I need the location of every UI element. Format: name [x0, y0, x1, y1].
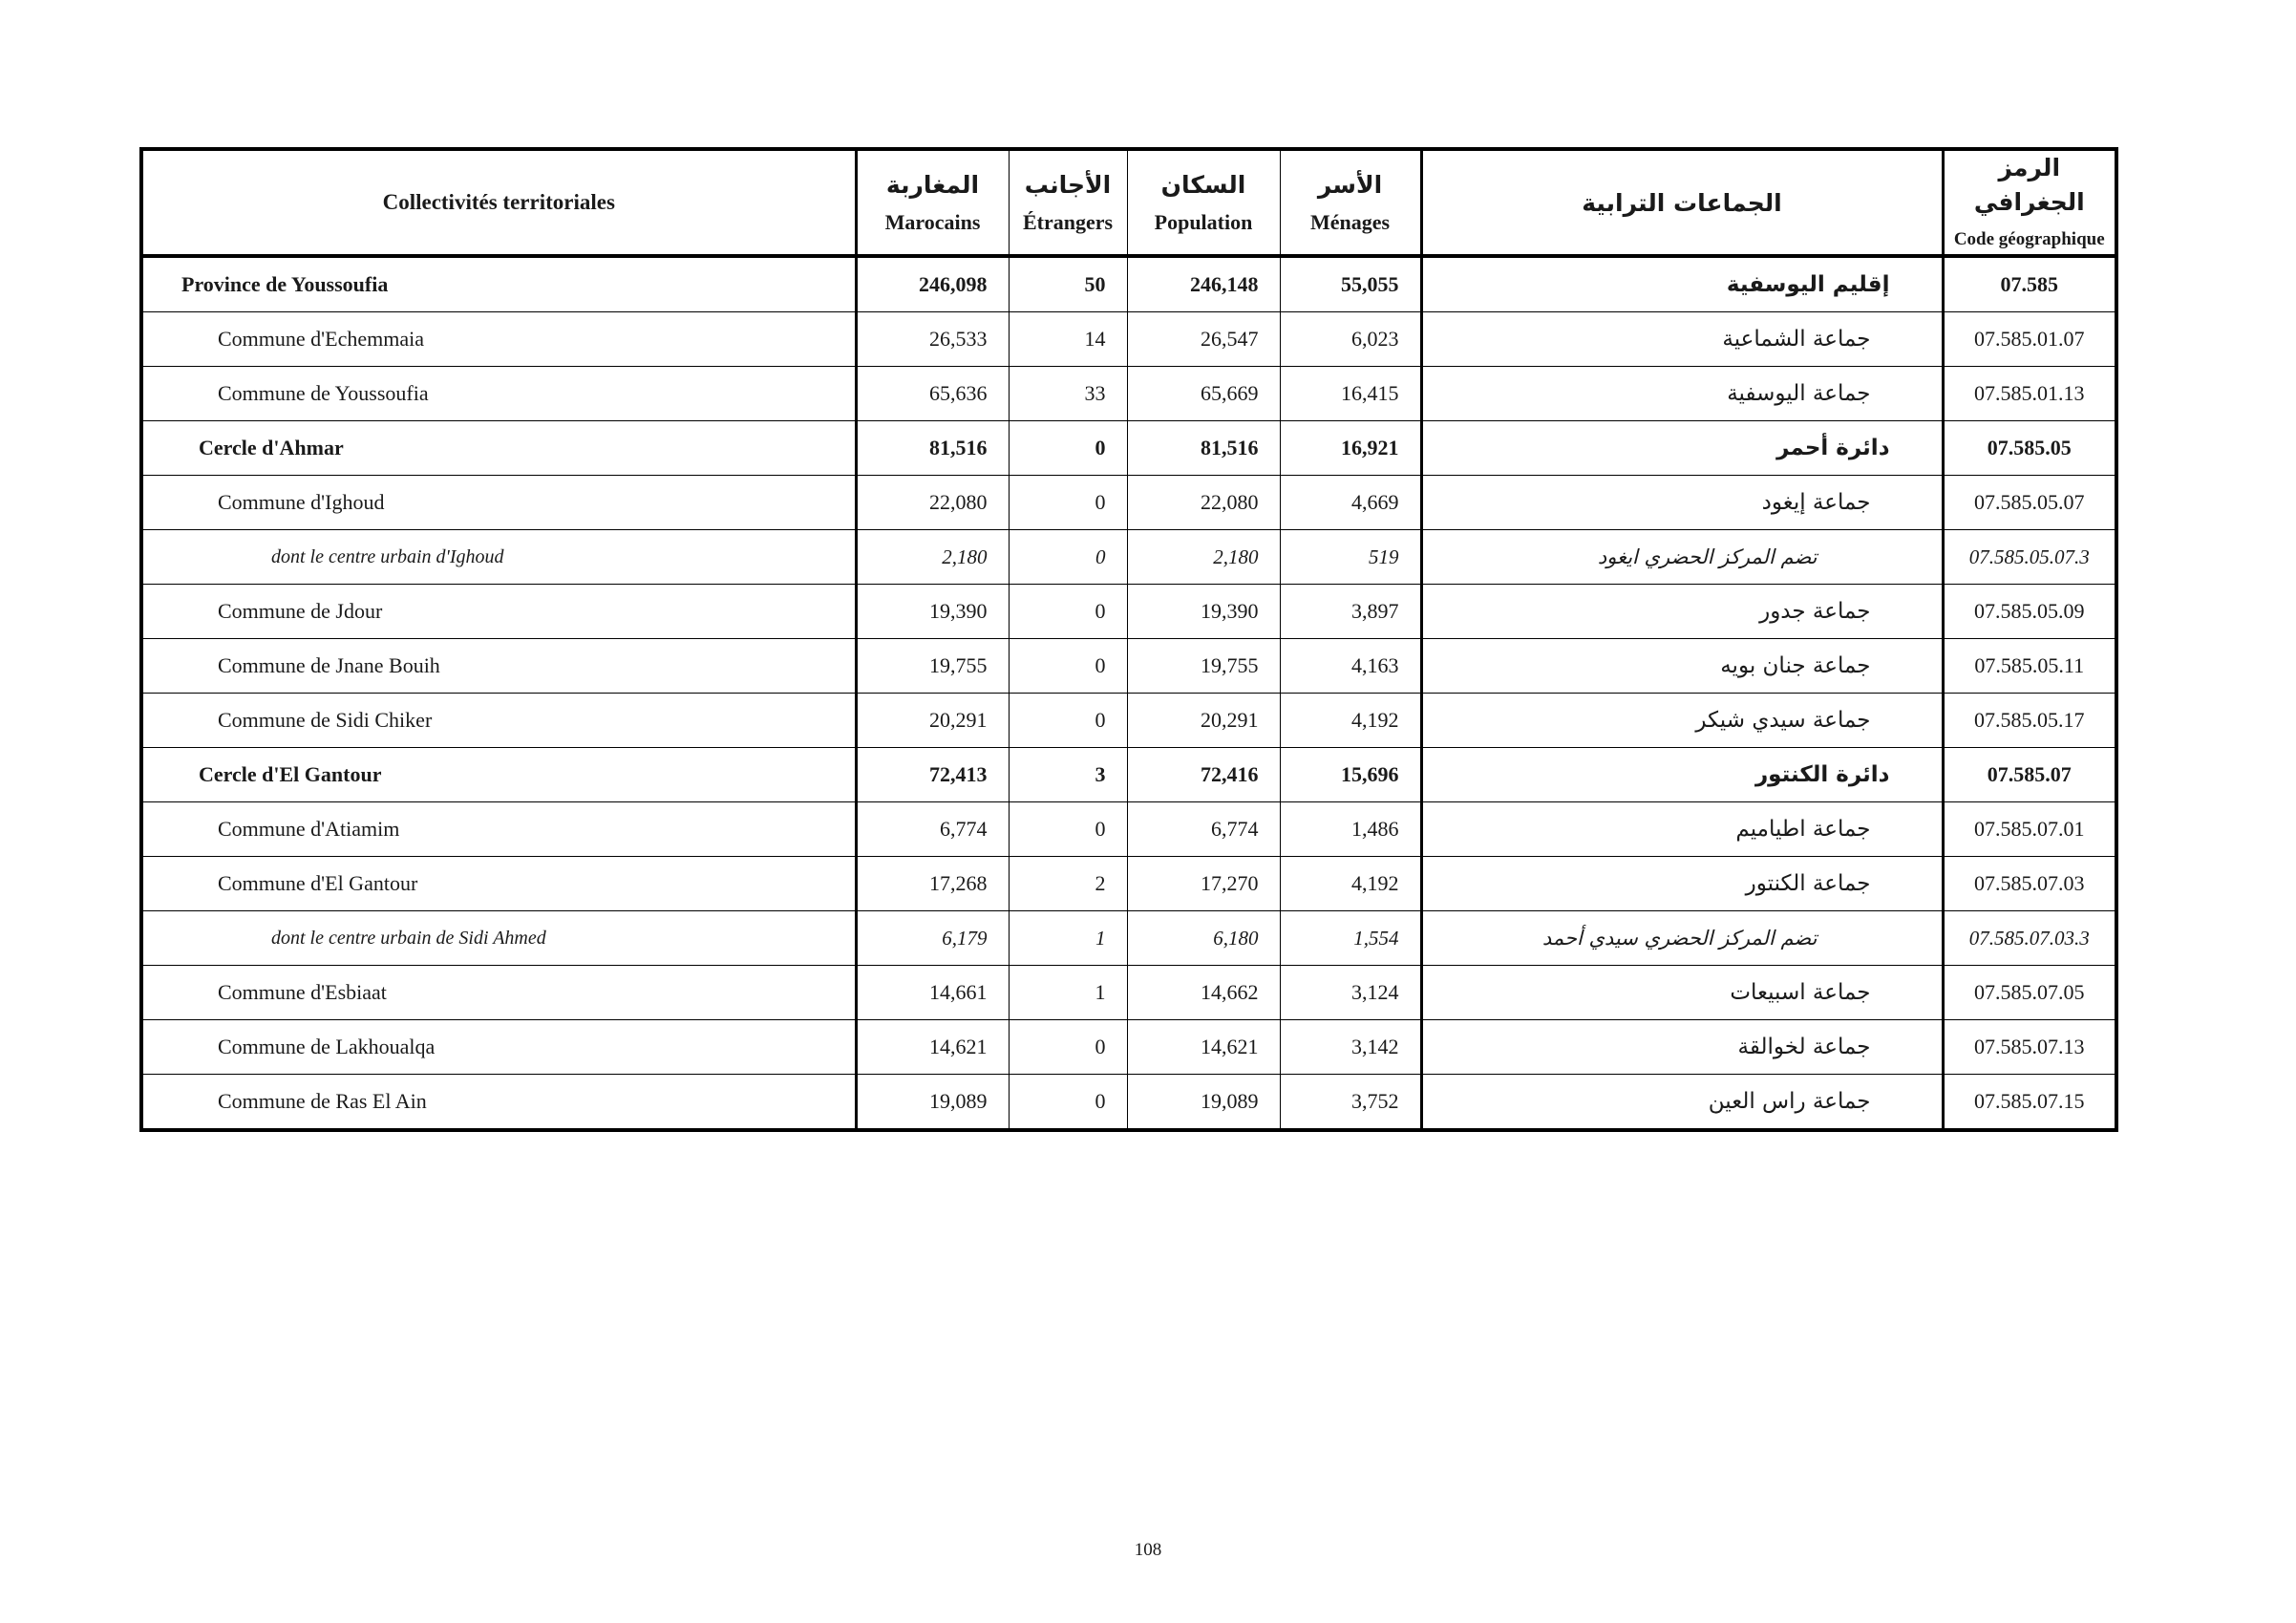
cell-jamaa-ar: جماعة اسبيعات — [1421, 966, 1943, 1020]
cell-marocains: 22,080 — [856, 476, 1009, 530]
cell-population: 19,390 — [1127, 585, 1280, 639]
cell-marocains: 2,180 — [856, 530, 1009, 585]
cell-menages: 4,669 — [1280, 476, 1421, 530]
cell-marocains: 81,516 — [856, 421, 1009, 476]
table-row — [141, 966, 2116, 1020]
header-etrangers-fr: Étrangers — [1022, 210, 1114, 234]
cell-jamaa-ar: جماعة لخوالقة — [1421, 1020, 1943, 1075]
header-marocains-fr: Marocains — [884, 210, 981, 234]
cell-collectivite: Commune de Jnane Bouih — [141, 639, 856, 694]
header-jamaat: الجماعات الترابية — [1421, 149, 1943, 256]
header-menages-fr: Ménages — [1309, 210, 1391, 234]
cell-marocains: 19,390 — [856, 585, 1009, 639]
cell-menages: 3,897 — [1280, 585, 1421, 639]
cell-code: 07.585.05.07.3 — [1943, 530, 2116, 585]
header-row — [141, 149, 2116, 256]
cell-code: 07.585.05 — [1943, 421, 2116, 476]
table-row — [141, 802, 2116, 857]
cell-marocains: 20,291 — [856, 694, 1009, 748]
cell-marocains: 14,621 — [856, 1020, 1009, 1075]
cell-marocains: 6,179 — [856, 911, 1009, 966]
census-table — [139, 147, 2118, 1132]
cell-menages: 4,192 — [1280, 694, 1421, 748]
header-code-fr: Code géographique — [1953, 229, 2105, 249]
cell-menages: 6,023 — [1280, 312, 1421, 367]
cell-jamaa-ar: جماعة جدور — [1421, 585, 1943, 639]
cell-etrangers: 0 — [1009, 639, 1127, 694]
cell-etrangers: 0 — [1009, 530, 1127, 585]
table-row — [141, 421, 2116, 476]
cell-population: 19,089 — [1127, 1075, 1280, 1131]
cell-etrangers: 0 — [1009, 421, 1127, 476]
cell-population: 65,669 — [1127, 367, 1280, 421]
cell-etrangers: 3 — [1009, 748, 1127, 802]
cell-population: 6,774 — [1127, 802, 1280, 857]
cell-marocains: 19,089 — [856, 1075, 1009, 1131]
cell-collectivite: Cercle d'El Gantour — [141, 748, 856, 802]
cell-population: 81,516 — [1127, 421, 1280, 476]
table-row — [141, 911, 2116, 966]
cell-population: 26,547 — [1127, 312, 1280, 367]
cell-collectivite: Commune d'Atiamim — [141, 802, 856, 857]
header-etrangers — [1009, 149, 1127, 256]
header-menages — [1280, 149, 1421, 256]
header-code-ar: الرمز الجغرافي — [1973, 154, 2085, 216]
table-row — [141, 367, 2116, 421]
header-marocains — [856, 149, 1009, 256]
cell-marocains: 246,098 — [856, 256, 1009, 312]
cell-jamaa-ar: تضم المركز الحضري سيدي أحمد — [1421, 911, 1943, 966]
cell-menages: 3,124 — [1280, 966, 1421, 1020]
cell-jamaa-ar: جماعة الكنتور — [1421, 857, 1943, 911]
cell-etrangers: 0 — [1009, 585, 1127, 639]
header-population — [1127, 149, 1280, 256]
cell-collectivite: dont le centre urbain d'Ighoud — [141, 530, 856, 585]
cell-jamaa-ar: إقليم اليوسفية — [1421, 256, 1943, 312]
table-row — [141, 639, 2116, 694]
cell-marocains: 14,661 — [856, 966, 1009, 1020]
cell-menages: 1,554 — [1280, 911, 1421, 966]
cell-code: 07.585.07.03.3 — [1943, 911, 2116, 966]
cell-marocains: 19,755 — [856, 639, 1009, 694]
cell-etrangers: 0 — [1009, 1075, 1127, 1131]
table-row — [141, 256, 2116, 312]
cell-collectivite: Province de Youssoufia — [141, 256, 856, 312]
cell-code: 07.585.05.11 — [1943, 639, 2116, 694]
cell-collectivite: Commune d'Echemmaia — [141, 312, 856, 367]
cell-collectivite: Commune d'Esbiaat — [141, 966, 856, 1020]
cell-etrangers: 14 — [1009, 312, 1127, 367]
cell-jamaa-ar: جماعة اليوسفية — [1421, 367, 1943, 421]
header-etrangers-ar: الأجانب — [1024, 171, 1112, 199]
cell-code: 07.585.05.09 — [1943, 585, 2116, 639]
header-code — [1943, 149, 2116, 256]
cell-population: 2,180 — [1127, 530, 1280, 585]
table-row — [141, 748, 2116, 802]
cell-code: 07.585 — [1943, 256, 2116, 312]
cell-code: 07.585.07.05 — [1943, 966, 2116, 1020]
cell-code: 07.585.07.13 — [1943, 1020, 2116, 1075]
table-row — [141, 1020, 2116, 1075]
cell-collectivite: Commune de Ras El Ain — [141, 1075, 856, 1131]
cell-code: 07.585.01.13 — [1943, 367, 2116, 421]
cell-collectivite: Commune de Jdour — [141, 585, 856, 639]
cell-collectivite: Commune d'Ighoud — [141, 476, 856, 530]
table-row — [141, 585, 2116, 639]
cell-jamaa-ar: جماعة اطياميم — [1421, 802, 1943, 857]
cell-menages: 15,696 — [1280, 748, 1421, 802]
cell-jamaa-ar: جماعة جنان بويه — [1421, 639, 1943, 694]
cell-code: 07.585.07.15 — [1943, 1075, 2116, 1131]
header-population-fr: Population — [1154, 210, 1253, 234]
cell-menages: 55,055 — [1280, 256, 1421, 312]
cell-menages: 16,921 — [1280, 421, 1421, 476]
cell-population: 17,270 — [1127, 857, 1280, 911]
cell-marocains: 17,268 — [856, 857, 1009, 911]
cell-jamaa-ar: جماعة سيدي شيكر — [1421, 694, 1943, 748]
table-row — [141, 1075, 2116, 1131]
cell-collectivite: Commune de Youssoufia — [141, 367, 856, 421]
cell-menages: 3,752 — [1280, 1075, 1421, 1131]
cell-menages: 3,142 — [1280, 1020, 1421, 1075]
cell-marocains: 26,533 — [856, 312, 1009, 367]
cell-jamaa-ar: دائرة الكنتور — [1421, 748, 1943, 802]
table-row — [141, 694, 2116, 748]
cell-menages: 4,192 — [1280, 857, 1421, 911]
cell-menages: 4,163 — [1280, 639, 1421, 694]
cell-etrangers: 1 — [1009, 911, 1127, 966]
cell-code: 07.585.05.07 — [1943, 476, 2116, 530]
cell-jamaa-ar: جماعة إيغود — [1421, 476, 1943, 530]
header-menages-ar: الأسر — [1317, 171, 1383, 199]
cell-collectivite: dont le centre urbain de Sidi Ahmed — [141, 911, 856, 966]
cell-population: 246,148 — [1127, 256, 1280, 312]
cell-code: 07.585.07.03 — [1943, 857, 2116, 911]
cell-code: 07.585.01.07 — [1943, 312, 2116, 367]
header-collectivites: Collectivités territoriales — [141, 149, 856, 256]
cell-code: 07.585.05.17 — [1943, 694, 2116, 748]
cell-collectivite: Commune de Sidi Chiker — [141, 694, 856, 748]
cell-jamaa-ar: تضم المركز الحضري ايغود — [1421, 530, 1943, 585]
cell-population: 19,755 — [1127, 639, 1280, 694]
header-marocains-ar: المغاربة — [885, 171, 980, 199]
cell-population: 6,180 — [1127, 911, 1280, 966]
table-row — [141, 312, 2116, 367]
cell-etrangers: 1 — [1009, 966, 1127, 1020]
cell-menages: 519 — [1280, 530, 1421, 585]
table-row — [141, 476, 2116, 530]
cell-code: 07.585.07 — [1943, 748, 2116, 802]
page-number: 108 — [1134, 1540, 1162, 1560]
cell-jamaa-ar: جماعة الشماعية — [1421, 312, 1943, 367]
cell-etrangers: 50 — [1009, 256, 1127, 312]
cell-population: 14,662 — [1127, 966, 1280, 1020]
cell-menages: 16,415 — [1280, 367, 1421, 421]
cell-population: 20,291 — [1127, 694, 1280, 748]
cell-jamaa-ar: جماعة راس العين — [1421, 1075, 1943, 1131]
cell-marocains: 72,413 — [856, 748, 1009, 802]
cell-etrangers: 0 — [1009, 694, 1127, 748]
table-header — [141, 149, 2116, 256]
cell-etrangers: 0 — [1009, 1020, 1127, 1075]
cell-marocains: 65,636 — [856, 367, 1009, 421]
cell-collectivite: Commune d'El Gantour — [141, 857, 856, 911]
cell-etrangers: 33 — [1009, 367, 1127, 421]
cell-menages: 1,486 — [1280, 802, 1421, 857]
table-body — [141, 256, 2116, 1130]
cell-etrangers: 0 — [1009, 476, 1127, 530]
cell-etrangers: 2 — [1009, 857, 1127, 911]
cell-collectivite: Commune de Lakhoualqa — [141, 1020, 856, 1075]
table-row — [141, 530, 2116, 585]
cell-code: 07.585.07.01 — [1943, 802, 2116, 857]
table-row — [141, 857, 2116, 911]
cell-etrangers: 0 — [1009, 802, 1127, 857]
cell-population: 72,416 — [1127, 748, 1280, 802]
header-population-ar: السكان — [1160, 171, 1246, 199]
cell-collectivite: Cercle d'Ahmar — [141, 421, 856, 476]
cell-population: 22,080 — [1127, 476, 1280, 530]
cell-marocains: 6,774 — [856, 802, 1009, 857]
cell-jamaa-ar: دائرة أحمر — [1421, 421, 1943, 476]
cell-population: 14,621 — [1127, 1020, 1280, 1075]
